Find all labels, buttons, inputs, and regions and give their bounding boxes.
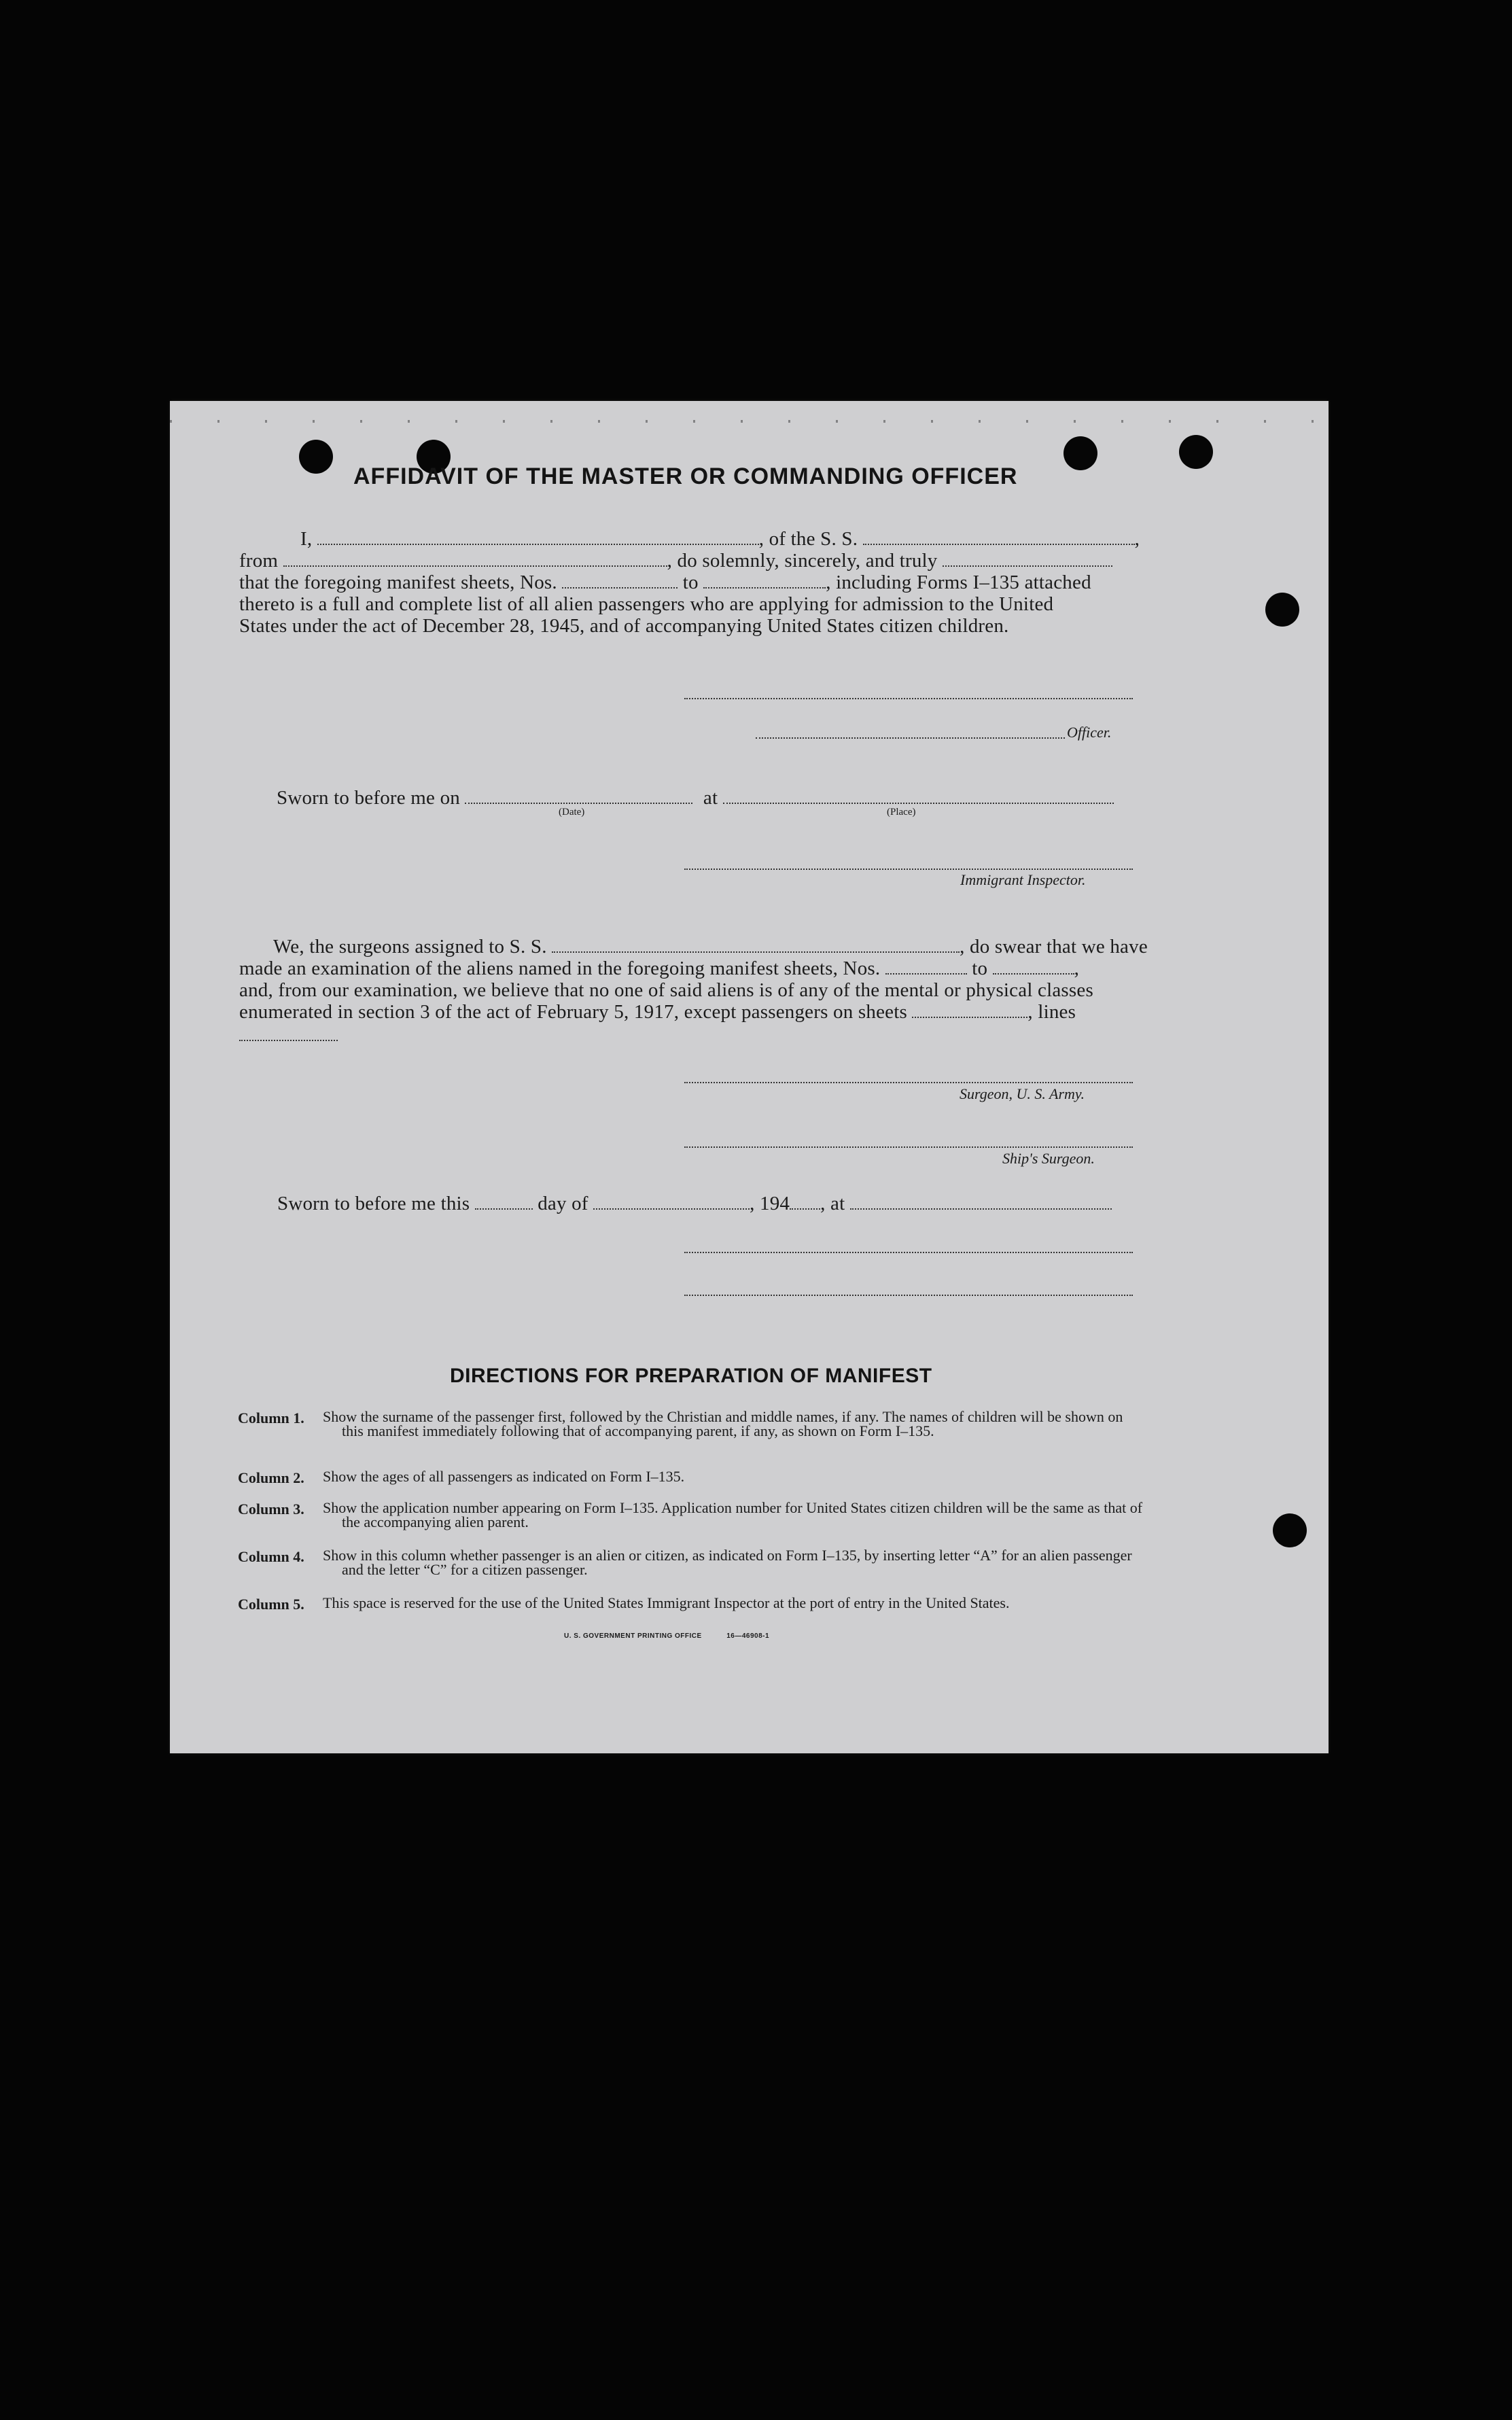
text: Sworn to before me on <box>277 787 460 809</box>
lines-field[interactable] <box>239 1040 338 1041</box>
direction-column-label: Column 5. <box>238 1596 304 1613</box>
text: enumerated in section 3 of the act of February 5, 1917, except passengers on sheets <box>239 1001 907 1023</box>
text: We, the surgeons assigned to S. S. <box>273 936 547 958</box>
direction-text-content: Show in this column whether passenger is an alien or citizen, as indicated on Form I–135, by inserting letter “A” for an alien passenger and the letter “C” for a citizen passenger. <box>323 1547 1132 1578</box>
affidavit-line-5: States under the act of December 28, 1945, and of accompanying United States citizen children. <box>239 615 1009 637</box>
direction-column-label: Column 1. <box>238 1409 304 1426</box>
immigrant-inspector-label: Immigrant Inspector. <box>960 871 1086 888</box>
ships-surgeon-label: Ship's Surgeon. <box>1002 1150 1095 1167</box>
affidavit-line-1 <box>273 528 1140 550</box>
punch-hole <box>1265 593 1299 627</box>
master-name-field[interactable] <box>317 529 759 545</box>
sworn-location-field[interactable] <box>850 1193 1112 1210</box>
text: at <box>703 787 718 809</box>
text: , at <box>820 1193 845 1214</box>
affidavit-line-4: thereto is a full and complete list of all alien passengers who are applying for admission to the United <box>239 593 1054 615</box>
sheet-to-field[interactable] <box>703 572 826 589</box>
text: , <box>1074 958 1080 979</box>
surgeons-line-2 <box>239 958 1079 979</box>
sheet-from-field[interactable] <box>562 572 678 589</box>
punch-hole <box>1063 436 1097 470</box>
army-surgeon-signature-line[interactable] <box>684 1082 1133 1083</box>
direction-text-content: Show the ages of all passengers as indicated on Form I–135. <box>323 1468 685 1485</box>
page-title: AFFIDAVIT OF THE MASTER OR COMMANDING OFFICER <box>353 463 1018 489</box>
sworn-day-field[interactable] <box>475 1193 533 1210</box>
place-caption: (Place) <box>887 807 916 818</box>
officer-signature-line[interactable] <box>756 737 1065 739</box>
direction-text <box>323 1501 1145 1529</box>
text: , do swear that we have <box>960 936 1148 958</box>
sworn-month-field[interactable] <box>593 1193 750 1210</box>
text: to <box>972 958 988 979</box>
punch-hole <box>299 440 333 474</box>
footer-printer <box>564 1632 769 1640</box>
sworn-line-1 <box>277 787 1114 809</box>
directions-heading: DIRECTIONS FOR PREPARATION OF MANIFEST <box>450 1365 932 1387</box>
affidavit-line-3 <box>239 572 1091 593</box>
printer-text: U. S. GOVERNMENT PRINTING OFFICE <box>564 1632 702 1640</box>
text: , 194 <box>750 1193 790 1214</box>
officer-label: Officer. <box>1067 724 1112 741</box>
ship-name-field[interactable] <box>863 529 1135 545</box>
text: I, <box>300 528 313 550</box>
direction-text <box>323 1596 1145 1610</box>
text: , <box>1134 528 1140 550</box>
signature-line[interactable] <box>684 1295 1133 1296</box>
extra-field[interactable] <box>943 550 1112 567</box>
punch-hole <box>1273 1513 1307 1547</box>
sworn-line-2 <box>277 1193 1112 1214</box>
text: , do solemnly, sincerely, and truly <box>667 550 938 572</box>
surgeons-line-1 <box>273 936 1148 958</box>
text: day of <box>538 1193 588 1214</box>
direction-column-label: Column 3. <box>238 1501 304 1518</box>
surgeon-army-label: Surgeon, U. S. Army. <box>960 1085 1085 1102</box>
surgeons-line-4 <box>239 1001 1076 1023</box>
form-sheet <box>170 401 1329 1753</box>
direction-text <box>323 1409 1145 1438</box>
direction-text-content: Show the surname of the passenger first, followed by the Christian and middle names, if any. The names of children will be shown on this manifest immediately following that of accompanying parent, if any, as shown on Form I–135. <box>323 1408 1123 1439</box>
sworn-year-field[interactable] <box>790 1193 820 1210</box>
text: to <box>682 572 699 593</box>
text: Sworn to before me this <box>277 1193 470 1214</box>
except-sheets-field[interactable] <box>912 1002 1027 1018</box>
date-caption: (Date) <box>559 807 585 818</box>
surgeon-ship-field[interactable] <box>552 936 960 953</box>
from-port-field[interactable] <box>283 550 667 567</box>
signature-line[interactable] <box>684 698 1133 699</box>
stitch-marks <box>170 420 1329 423</box>
text: from <box>239 550 279 572</box>
direction-text-content: Show the application number appearing on Form I–135. Application number for United States citizen children will be the same as that of the accompanying alien parent. <box>323 1499 1143 1530</box>
text: , including Forms I–135 attached <box>826 572 1091 593</box>
surgeon-sheet-from-field[interactable] <box>885 958 967 975</box>
punch-hole <box>1179 435 1213 469</box>
direction-column-label: Column 4. <box>238 1548 304 1565</box>
direction-column-label: Column 2. <box>238 1469 304 1486</box>
ships-surgeon-signature-line[interactable] <box>684 1146 1133 1148</box>
direction-text <box>323 1548 1145 1577</box>
surgeon-sheet-to-field[interactable] <box>993 958 1074 975</box>
sworn-place-field[interactable] <box>723 788 1114 804</box>
text: , of the S. S. <box>758 528 858 550</box>
text: that the foregoing manifest sheets, Nos. <box>239 572 557 593</box>
affidavit-line-2 <box>239 550 1112 572</box>
direction-text-content: This space is reserved for the use of the United States Immigrant Inspector at the port of entry in the United States. <box>323 1594 1010 1611</box>
direction-text <box>323 1469 1145 1484</box>
form-code: 16—46908-1 <box>726 1632 770 1640</box>
text: , lines <box>1027 1001 1076 1023</box>
inspector-signature-line[interactable] <box>684 869 1133 870</box>
signature-line[interactable] <box>684 1252 1133 1253</box>
text: made an examination of the aliens named in the foregoing manifest sheets, Nos. <box>239 958 881 979</box>
sworn-date-field[interactable] <box>465 788 692 804</box>
surgeons-line-3: and, from our examination, we believe that no one of said aliens is of any of the mental or physical classes <box>239 979 1093 1001</box>
